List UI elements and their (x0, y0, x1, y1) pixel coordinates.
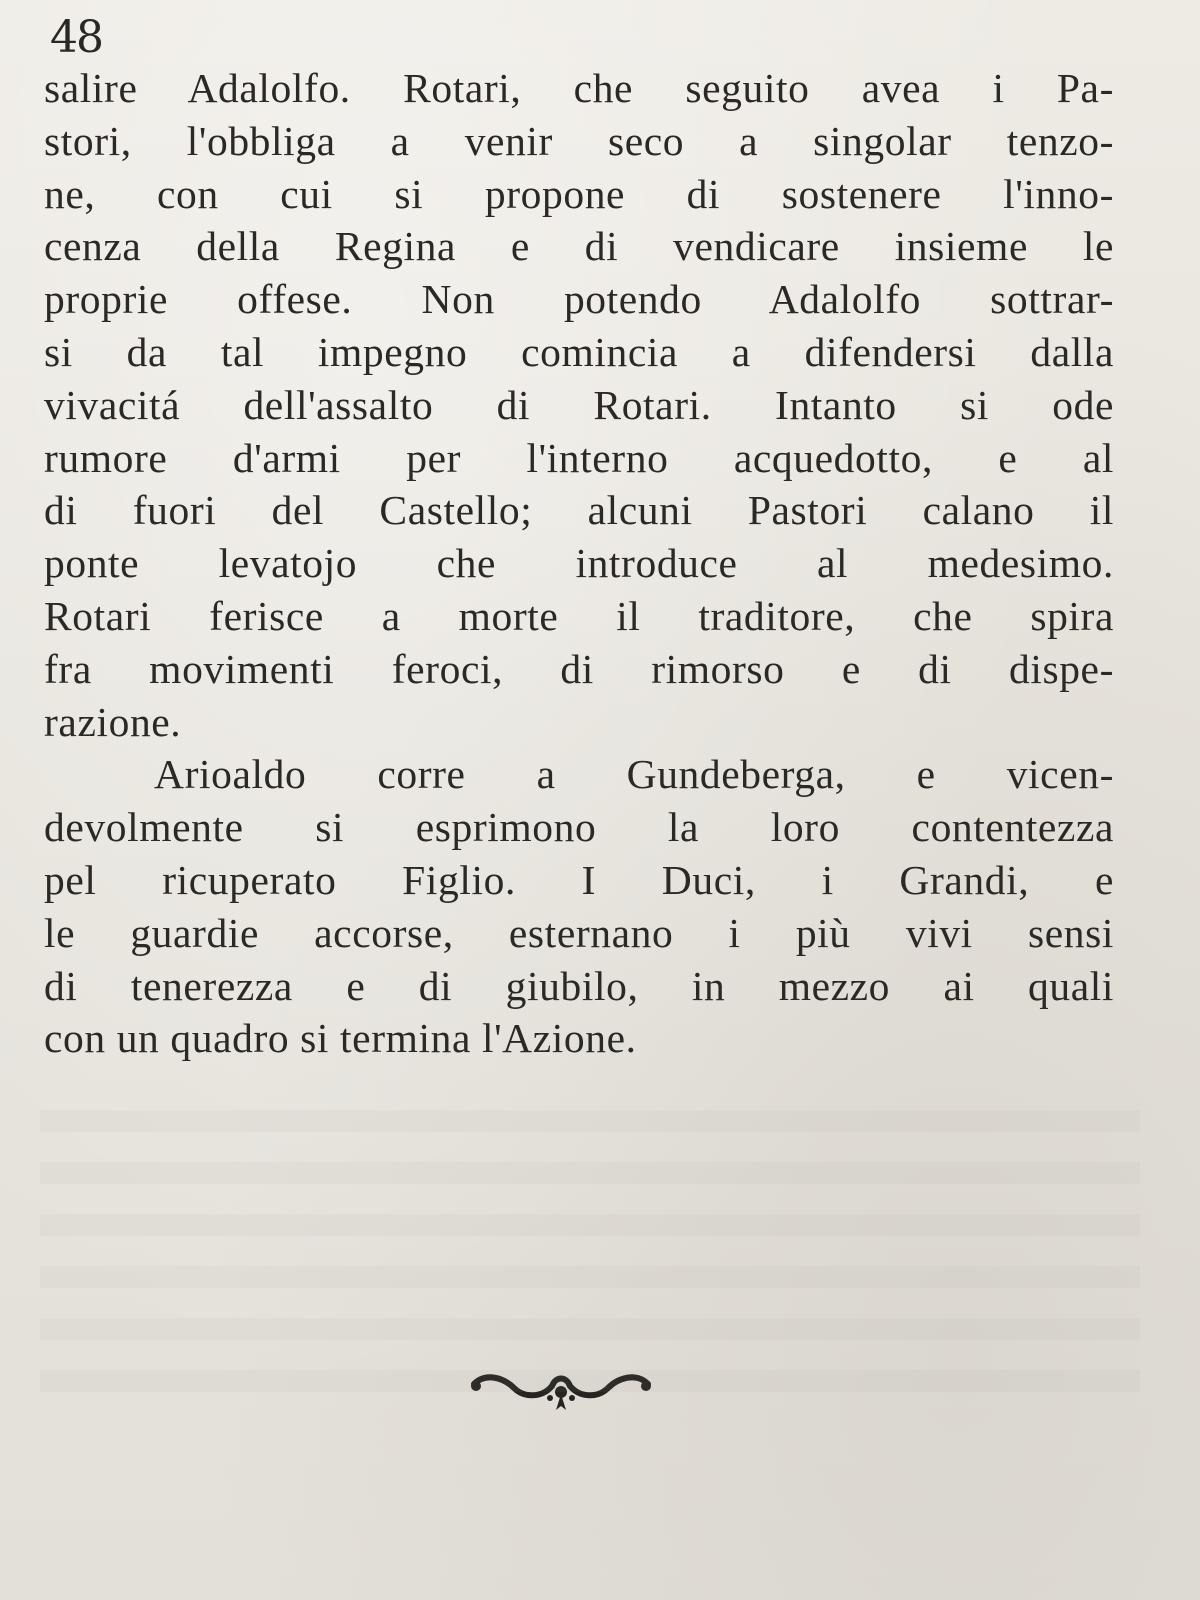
page-number: 48 (50, 12, 102, 63)
text-line: Arioaldo corre a Gundeberga, e vicen- (154, 751, 1114, 798)
text-line: si da tal impegno comincia a difendersi dalla (44, 328, 1114, 375)
paragraph-1 (44, 62, 1114, 748)
text-line: con un quadro si termina l'Azione. (44, 1015, 637, 1062)
body-text (44, 62, 1114, 1065)
text-line: cenza della Regina e di vendicare insieme le (44, 223, 1114, 270)
text-line: di tenerezza e di giubilo, in mezzo ai quali (44, 962, 1114, 1009)
text-line: proprie offese. Non potendo Adalolfo sottrar- (44, 276, 1114, 323)
fleuron-scroll-icon (466, 1358, 656, 1418)
text-line: le guardie accorse, esternano i più vivi sensi (44, 909, 1114, 956)
text-line: salire Adalolfo. Rotari, che seguito avea i Pa- (44, 65, 1114, 111)
text-line: devolmente si esprimono la loro contentezza (44, 804, 1114, 851)
text-line: ponte levatojo che introduce al medesimo. (44, 540, 1114, 587)
text-line: stori, l'obbliga a venir seco a singolar tenzo- (44, 117, 1114, 164)
text-line: rumore d'armi per l'interno acquedotto, e al (44, 434, 1114, 481)
text-line: di fuori del Castello; alcuni Pastori calano il (44, 487, 1114, 534)
text-line: fra movimenti feroci, di rimorso e di dispe- (44, 645, 1114, 692)
paragraph-2 (44, 748, 1114, 1065)
text-line: Rotari ferisce a morte il traditore, che spira (44, 592, 1114, 639)
text-line: ne, con cui si propone di sostenere l'inno- (44, 170, 1114, 217)
text-line: pel ricuperato Figlio. I Duci, i Grandi, e (44, 856, 1114, 903)
text-line: vivacitá dell'assalto di Rotari. Intanto si ode (44, 381, 1114, 428)
text-line: razione. (44, 698, 182, 745)
